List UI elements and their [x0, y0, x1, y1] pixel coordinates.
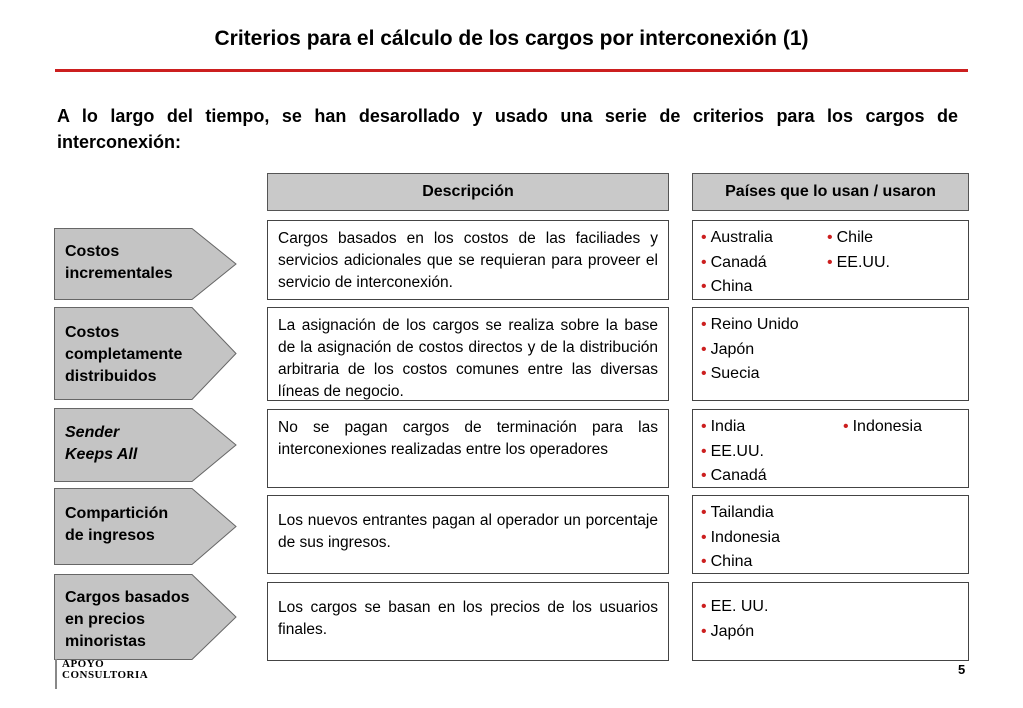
countries-box-1: [692, 220, 969, 300]
criterion-label-line: Costos: [65, 243, 120, 260]
country-item: • Tailandia: [701, 504, 774, 521]
criterion-arrow-5: [54, 574, 237, 660]
criterion-label-line: Keeps All: [65, 446, 138, 463]
country-item: • China: [701, 553, 753, 570]
country-item: • Reino Unido: [701, 316, 799, 333]
logo-line: APOYO: [62, 658, 105, 670]
criterion-label-3: [65, 422, 137, 466]
criterion-label-4: [65, 503, 168, 547]
criterion-label-line: Costos: [65, 324, 120, 341]
title-divider: [55, 69, 968, 72]
country-item: • Canadá: [701, 467, 767, 484]
criterion-label-line: minoristas: [65, 633, 146, 650]
description-box-4: Los nuevos entrantes pagan al operador un porcentaje de sus ingresos.: [267, 495, 669, 574]
description-box-1: Cargos basados en los costos de las faciliades y servicios adicionales que se requieran para proveer el servicio de interconexión.: [267, 220, 669, 300]
country-item: • India: [701, 418, 746, 435]
country-item: • China: [701, 278, 753, 295]
criterion-label-2: [65, 322, 182, 388]
company-logo: [62, 659, 148, 681]
country-item: • Indonesia: [843, 418, 922, 435]
criterion-label-line: completamente: [65, 346, 183, 363]
description-header: Descripción: [267, 173, 669, 211]
country-item: • Japón: [701, 340, 755, 358]
criterion-arrow-3: [54, 408, 237, 482]
country-item: • EE.UU.: [701, 442, 764, 460]
description-box-3: No se pagan cargos de terminación para las interconexiones realizadas entre los operadores: [267, 409, 669, 488]
criterion-arrow-2: [54, 307, 237, 400]
country-item: • Japón: [701, 622, 755, 640]
country-item: • Australia: [701, 229, 773, 246]
criterion-arrow-1: [54, 228, 237, 300]
criterion-label-line: incrementales: [65, 265, 173, 282]
country-item: • Chile: [827, 229, 874, 246]
country-item: • Canadá: [701, 253, 767, 271]
page-number: 5: [958, 662, 966, 677]
countries-box-2: [692, 307, 969, 401]
criterion-label-line: Cargos basados: [65, 589, 190, 606]
countries-box-5: [692, 582, 969, 661]
criterion-label-1: [65, 241, 173, 285]
criterion-label-line: en precios: [65, 611, 146, 628]
logo-line: CONSULTORIA: [62, 669, 149, 681]
logo-divider: [55, 659, 57, 689]
criterion-label-5: [65, 587, 189, 653]
country-item: • EE. UU.: [701, 598, 769, 615]
countries-box-3: [692, 409, 969, 488]
criterion-arrow-4: [54, 488, 237, 565]
page-title: Criterios para el cálculo de los cargos por interconexión (1): [214, 27, 809, 50]
country-item: • Suecia: [701, 365, 760, 382]
criterion-label-line: Compartición: [65, 505, 169, 522]
country-item: • EE.UU.: [827, 253, 890, 271]
criterion-label-line: de ingresos: [65, 527, 155, 544]
criterion-label-line: distribuidos: [65, 368, 157, 385]
description-box-5: Los cargos se basan en los precios de los usuarios finales.: [267, 582, 669, 661]
country-item: • Indonesia: [701, 528, 780, 546]
criterion-label-line: Sender: [65, 424, 120, 441]
description-box-2: La asignación de los cargos se realiza sobre la base de la asignación de costos directos y de la distribución arbitraria de los costos comunes entre las diversas líneas de negocio.: [267, 307, 669, 401]
countries-box-4: [692, 495, 969, 574]
intro-text: A lo largo del tiempo, se han desarollado y usado una serie de criterios para los cargos de interconexión:: [57, 106, 958, 152]
countries-header: Países que lo usan / usaron: [692, 173, 969, 211]
